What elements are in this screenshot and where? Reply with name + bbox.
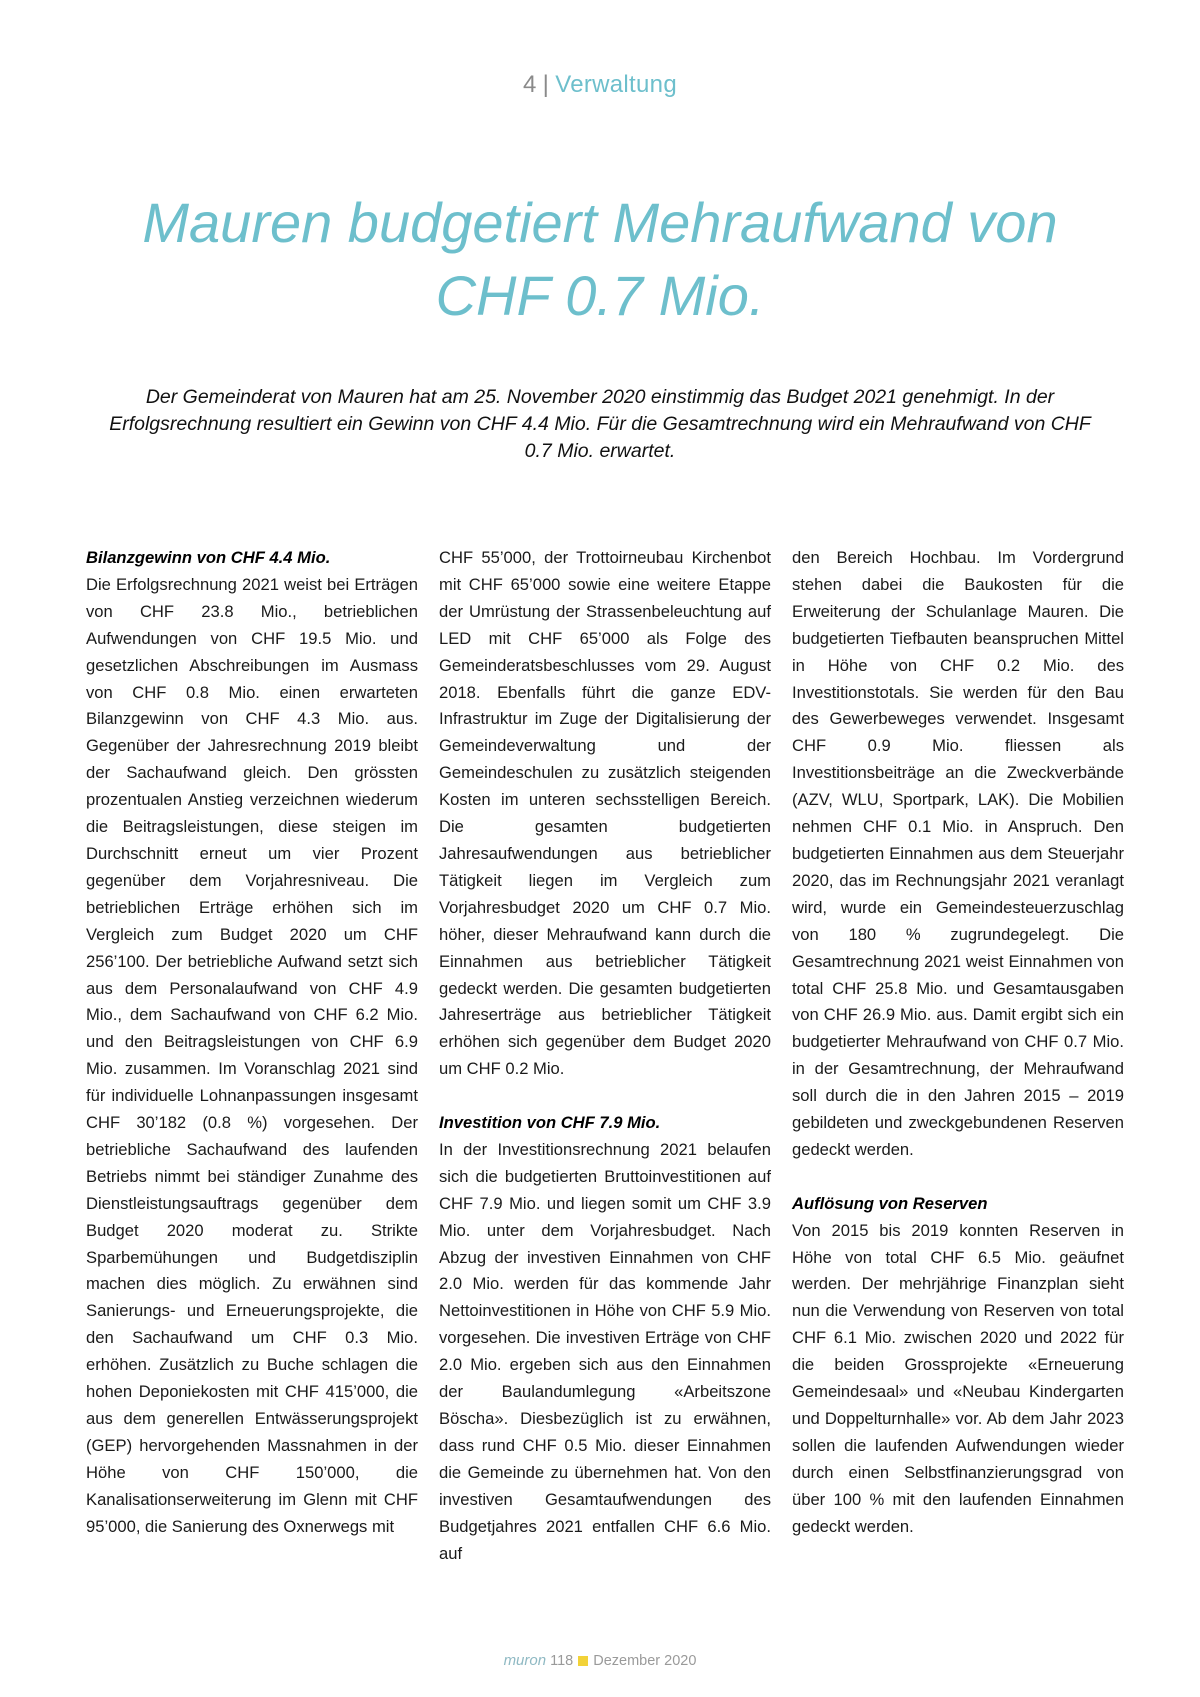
issue-number: 118: [550, 1653, 574, 1669]
section-body-reserven: Von 2015 bis 2019 konnten Reserven in Höhe von total CHF 6.5 Mio. geäufnet werden. Der mehrjährige Finanzplan sieht nun die Verwendung von Reserven von total CHF 6.1 Mio. zwischen 2020 und 2022 für die beiden Grossprojekte «Erneuerung Gemeindesaal» und «Neubau Kindergarten und Doppelturnhalle» vor. Ab dem Jahr 2023 sollen die laufenden Aufwendungen wieder durch einen Selbstfinanzierungsgrad von über 100 % mit den laufenden Einnahmen gedeckt werden.: [792, 1220, 1124, 1536]
header-separator: |: [542, 71, 550, 98]
article-title: Mauren budgetiert Mehraufwand von CHF 0.7 Mio.: [142, 191, 1058, 327]
text-column-3: [792, 545, 1124, 1541]
square-marker-icon: [578, 1656, 588, 1666]
section-heading-investition: Investition von CHF 7.9 Mio.: [439, 1113, 661, 1133]
page-number: 4: [523, 71, 537, 98]
text-column-2: [439, 545, 771, 1567]
text-column-1: [86, 545, 418, 1541]
section-title: Verwaltung: [555, 71, 677, 98]
magazine-name: muron: [503, 1652, 547, 1669]
section-body-bilanzgewinn: Die Erfolgsrechnung 2021 weist bei Erträgen von CHF 23.8 Mio., betrieblichen Aufwendungen von CHF 19.5 Mio. und gesetzlichen Abschreibungen im Ausmass von CHF 0.8 Mio. einen erwarteten Bilanzgewinn von CHF 4.3 Mio. aus. Gegenüber der Jahresrechnung 2019 bleibt der Sachaufwand gleich. Den grössten prozentualen Anstieg verzeichnen wiederum die Beitragsleistungen, diese steigen im Durchschnitt erneut um vier Prozent gegenüber dem Vorjahresniveau. Die betrieblichen Erträge erhöhen sich im Vergleich zum Budget 2020 um CHF 256’100. Der betriebliche Aufwand setzt sich aus dem Personalaufwand von CHF 4.9 Mio., dem Sachaufwand von CHF 6.2 Mio. und den Beitragsleistungen von CHF 6.9 Mio. zusammen. Im Voranschlag 2021 sind für individuelle Lohnanpassungen insgesamt CHF 30’182 (0.8 %) vorgesehen. Der betriebliche Sachaufwand des laufenden Betriebs nimmt bei ständiger Zunahme des Dienstleistungsauftrags gegenüber dem Budget 2020 moderat zu. Strikte Sparbemühungen und Budgetdisziplin machen dies möglich. Zu erwähnen sind Sanierungs- und Erneuerungsprojekte, die den Sachaufwand um CHF 0.3 Mio. erhöhen. Zusätzlich zu Buche schlagen die hohen Deponiekosten mit CHF 415’000, die aus dem generellen Entwässerungsprojekt (GEP) hervorgehenden Massnahmen in der Höhe von CHF 150’000, die Kanalisationserweiterung im Glenn mit CHF 95’000, die Sanierung des Oxnerwegs mit: [86, 574, 418, 1536]
section-heading-bilanzgewinn: Bilanzgewinn von CHF 4.4 Mio.: [86, 548, 331, 567]
article-lead: Der Gemeinderat von Mauren hat am 25. November 2020 einstimmig das Budget 2021 genehmigt. In der Erfolgsrechnung resultiert ein Gewinn von CHF 4.4 Mio. Für die Gesamtrechnung wird ein Mehraufwand von CHF 0.7 Mio. erwartet.: [109, 386, 1091, 462]
section-body-investition-continued: den Bereich Hochbau. Im Vordergrund stehen dabei die Baukosten für die Erweiterung der Schulanlage Mauren. Die budgetierten Tiefbauten beanspruchen Mittel in Höhe von CHF 0.2 Mio. des Investitionstotals. Sie werden für den Bau des Gewerbeweges verwendet. Insgesamt CHF 0.9 Mio. fliessen als Investitionsbeiträge an die Zweckverbände (AZV, WLU, Sportpark, LAK). Die Mobilien nehmen CHF 0.1 Mio. in Anspruch. Den budgetierten Einnahmen aus dem Steuerjahr 2020, das im Rechnungsjahr 2021 veranlagt wird, wurde ein Gemeindesteuerzuschlag von 180 % zugrundegelegt. Die Gesamtrechnung 2021 weist Einnahmen von total CHF 25.8 Mio. und Gesamtausgaben von CHF 26.9 Mio. aus. Damit ergibt sich ein budgetierter Mehraufwand von CHF 0.7 Mio. in der Gesamtrechnung, der Mehraufwand soll durch die in den Jahren 2015 – 2019 gebildeten und zweckgebundenen Reserven gedeckt werden.: [792, 548, 1124, 1159]
page-header: [0, 71, 1200, 99]
section-body-investition: In der Investitionsrechnung 2021 belaufen sich die budgetierten Bruttoinvestitionen auf CHF 7.9 Mio. und liegen somit um CHF 3.9 Mio. unter dem Vorjahresbudget. Nach Abzug der investiven Einnahmen von CHF 2.0 Mio. werden für das kommende Jahr Nettoinvestitionen in Höhe von CHF 5.9 Mio. vorgesehen. Die investiven Erträge von CHF 2.0 Mio. ergeben sich aus den Einnahmen der Baulandumlegung «Arbeitszone Böscha». Diesbezüglich ist zu erwähnen, dass rund CHF 0.5 Mio. dieser Einnahmen die Gemeinde zu übernehmen hat. Von den investiven Gesamtaufwendungen des Budgetjahres 2021 entfallen CHF 6.6 Mio. auf: [439, 1139, 771, 1563]
section-heading-reserven: Auflösung von Reserven: [792, 1193, 988, 1213]
section-body-bilanzgewinn-continued: CHF 55’000, der Trottoirneubau Kirchenbot mit CHF 65’000 sowie eine weitere Etappe der Umrüstung der Strassenbeleuchtung auf LED mit CHF 65’000 als Folge des Gemeinderatsbeschlusses vom 29. August 2018. Ebenfalls führt die ganze EDV-Infrastruktur im Zuge der Digitalisierung der Gemeindeverwaltung und der Gemeindeschulen zu zusätzlich steigenden Kosten im unteren sechsstelligen Bereich. Die gesamten budgetierten Jahresaufwendungen aus betrieblicher Tätigkeit liegen im Vergleich zum Vorjahresbudget 2020 um CHF 0.7 Mio. höher, dieser Mehraufwand kann durch die Einnahmen aus betrieblicher Tätigkeit gedeckt werden. Die gesamten budgetierten Jahreserträge aus betrieblicher Tätigkeit erhöhen sich gegenüber dem Budget 2020 um CHF 0.2 Mio.: [439, 548, 771, 1079]
page-footer: [0, 1652, 1200, 1669]
issue-date: Dezember 2020: [593, 1653, 697, 1669]
